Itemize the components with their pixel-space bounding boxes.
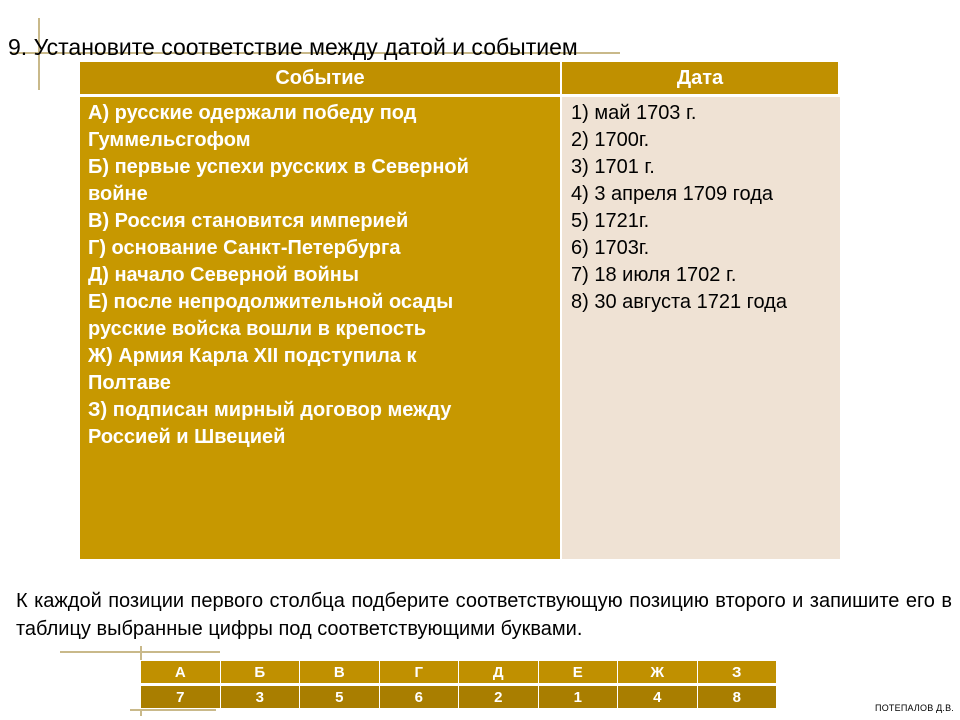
- event-line: Гуммельсгофом: [88, 129, 251, 151]
- answer-letter: Е: [538, 661, 618, 685]
- answer-letter: Б: [220, 661, 300, 685]
- answer-values-row: [141, 685, 777, 709]
- date-option: 5) 1721г.: [571, 210, 650, 232]
- answer-value: 4: [618, 685, 698, 709]
- answer-value: 3: [220, 685, 300, 709]
- event-line: А) русские одержали победу под: [88, 102, 417, 124]
- event-line: Б) первые успехи русских в Северной: [88, 156, 469, 178]
- header-date: Дата: [562, 62, 840, 97]
- event-line: войне: [88, 183, 148, 205]
- author-credit: ПОТЕПАЛОВ Д.В.: [875, 703, 954, 713]
- answer-letters-row: [141, 661, 777, 685]
- date-option: 2) 1700г.: [571, 129, 650, 151]
- answer-letter: Ж: [618, 661, 698, 685]
- matching-table: [80, 62, 840, 559]
- answer-value: 2: [459, 685, 539, 709]
- instruction-text: К каждой позиции первого столбца подберите соответствующую позицию второго и запишите его в таблицу выбранные цифры под соответствующими буквами.: [16, 590, 952, 640]
- decor-bottom-horizontal-line-2: [130, 709, 216, 711]
- event-line: З) подписан мирный договор между: [88, 399, 452, 421]
- answer-value: 8: [697, 685, 777, 709]
- event-line: Полтаве: [88, 372, 171, 394]
- answer-letter: Д: [459, 661, 539, 685]
- event-line: Ж) Армия Карла XII подступила к: [88, 345, 417, 367]
- answer-letter: А: [141, 661, 221, 685]
- answer-value: 5: [300, 685, 380, 709]
- event-line: русские войска вошли в крепость: [88, 318, 427, 340]
- answer-value: 1: [538, 685, 618, 709]
- header-event: Событие: [80, 62, 562, 97]
- answer-value: 6: [379, 685, 459, 709]
- answer-table: [140, 660, 777, 709]
- answer-letter: З: [697, 661, 777, 685]
- date-option: 8) 30 августа 1721 года: [571, 291, 787, 313]
- answer-letter: В: [300, 661, 380, 685]
- slide-title: 9. Установите соответствие между датой и событием: [8, 34, 578, 60]
- event-line: Россией и Швецией: [88, 426, 286, 448]
- event-line: Д) начало Северной войны: [88, 264, 359, 286]
- date-option: 3) 1701 г.: [571, 156, 655, 178]
- answer-value: 7: [141, 685, 221, 709]
- event-line: В) Россия становится империей: [88, 210, 409, 232]
- date-option: 6) 1703г.: [571, 237, 650, 259]
- events-column: [80, 97, 562, 559]
- answer-letter: Г: [379, 661, 459, 685]
- date-option: 7) 18 июля 1702 г.: [571, 264, 737, 286]
- date-option: 1) май 1703 г.: [571, 102, 697, 124]
- event-line: Е) после непродолжительной осады: [88, 291, 454, 313]
- event-line: Г) основание Санкт-Петербурга: [88, 237, 401, 259]
- date-option: 4) 3 апреля 1709 года: [571, 183, 773, 205]
- decor-bottom-horizontal-line: [60, 651, 220, 653]
- dates-column: [562, 97, 840, 559]
